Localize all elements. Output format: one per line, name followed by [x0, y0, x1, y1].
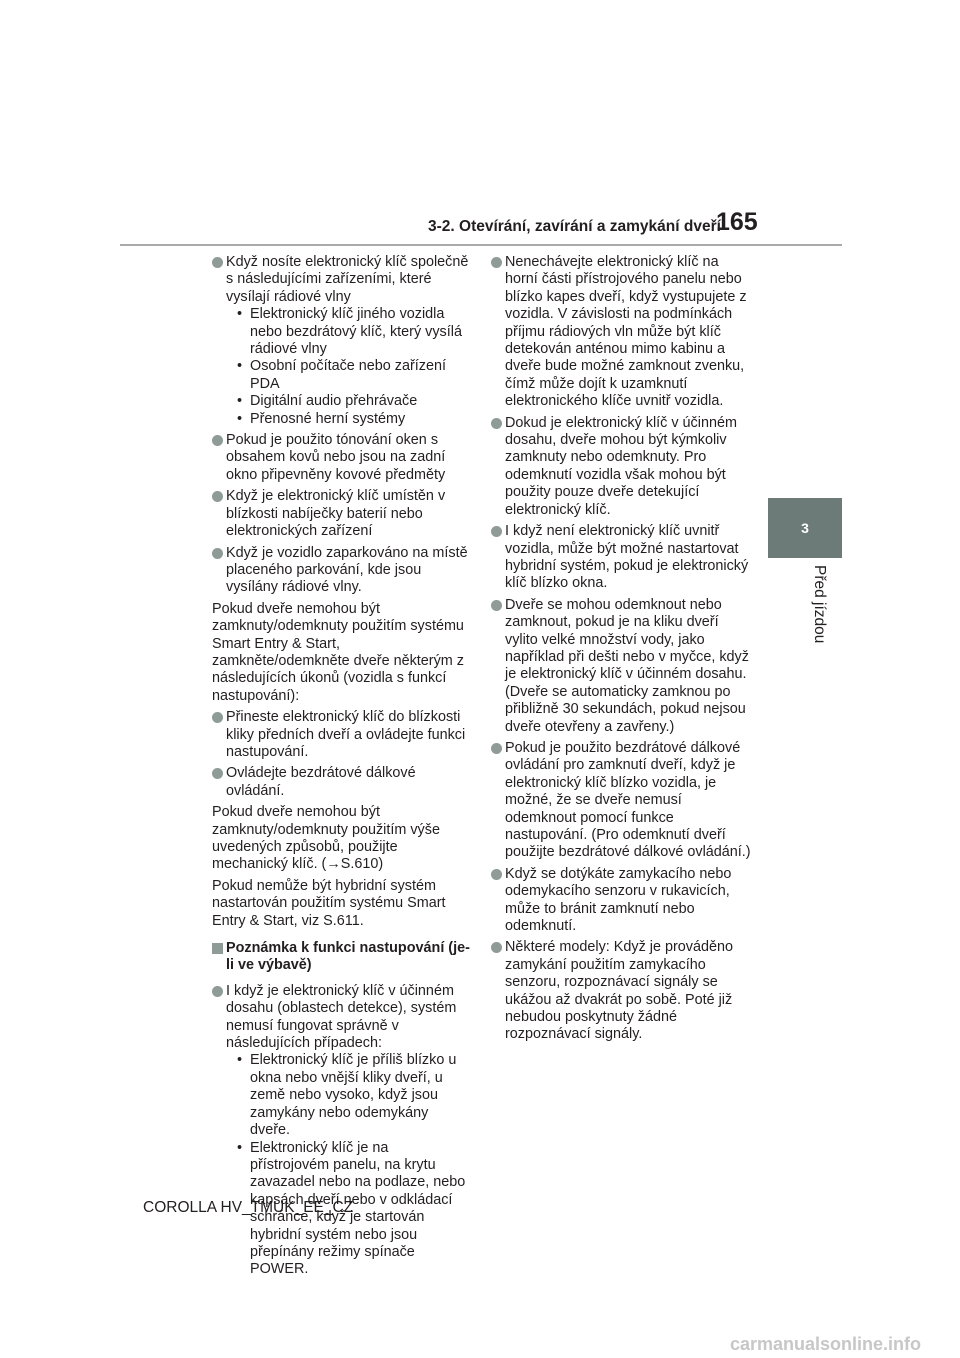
left-column [212, 254, 470, 1283]
list-item-text: Nenechávejte elektronický klíč na horní části přístrojového panelu nebo blízko kapes dveří, když vystupujete z vozidla. V závislosti na podmínkách příjmu rádiových vln může být klíč detekován anténou mimo kabinu a dveře bude možné zamknout zvenku, čímž může dojít k uzamknutí elektronického klíče uvnitř vozidla. [505, 254, 747, 410]
bullet-dot-icon [491, 418, 502, 429]
bullet-dot-icon [491, 743, 502, 754]
bullet-dot-icon [491, 869, 502, 880]
section-heading [212, 940, 470, 975]
list-item-text: I když je elektronický klíč v účinném dosahu (oblastech detekce), systém nemusí fungovat správně v následujících případech: [226, 982, 457, 1052]
sub-list-item: • Digitální audio přehrávače [226, 393, 470, 410]
list-item-text: Dveře se mohou odemknout nebo zamknout, pokud je na kliku dveří vylito velké množství vody, jako například při dešti nebo v myčce, když je elektronický klíč v účinném dosahu. (Dveře se automaticky zamknou po přibližně 30 sekundách, pokud nejsou dveře otevřeny a zavřeny.) [505, 596, 749, 735]
chapter-tab [768, 498, 842, 558]
footer-model-code: COROLLA HV_TMUK_EE_CZ [143, 1199, 354, 1216]
list-item [212, 254, 470, 428]
list-item [212, 709, 470, 761]
bullet-dot-icon [212, 548, 223, 559]
bullet-dot-icon [212, 986, 223, 997]
list-item [491, 866, 753, 936]
watermark-link[interactable]: carmanualsonline.info [730, 1334, 922, 1354]
list-item [491, 597, 753, 736]
heading-text: Poznámka k funkci nastupování (je-li ve výbavě) [226, 940, 470, 974]
list-item [491, 740, 753, 862]
list-item-text: Pokud je použito bezdrátové dálkové ovládání pro zamknutí dveří, když je elektronický klíč blízko vozidla, je možné, že se dveře nemusí odemknout pomocí funkce nastupování. (Pro odemknutí dveří použijte bezdrátové dálkové ovládání.) [505, 739, 751, 861]
bullet-dot-icon [491, 600, 502, 611]
heading-square-icon [212, 943, 223, 954]
list-item-text: I když není elektronický klíč uvnitř vozidla, může být možné nastartovat hybridní systém, pokud je elektronický klíč blízko okna. [505, 523, 749, 592]
chapter-title: Před jízdou [811, 565, 828, 644]
bullet-dot-icon [212, 491, 223, 502]
bullet-dot-icon [491, 257, 502, 268]
bullet-dot-icon [212, 257, 223, 268]
bullet-dot-icon [491, 942, 502, 953]
list-item-text: Když je vozidlo zaparkováno na místě placeného parkování, kde jsou vysílány rádiové vlny. [226, 544, 468, 596]
paragraph: Pokud nemůže být hybridní systém nastartován použitím systému Smart Entry & Start, viz S.611. [212, 877, 446, 929]
list-item [212, 488, 470, 540]
list-item [491, 939, 753, 1043]
sub-list-item: • Elektronický klíč jiného vozidla nebo bezdrátový klíč, který vysílá rádiové vlny [226, 306, 470, 358]
list-item-text: Když nosíte elektronický klíč společně s následujícími zařízeními, které vysílají rádiové vlny [226, 254, 469, 305]
list-item-text: Některé modely: Když je prováděno zamykání použitím zamykacího senzoru, rozpoznávací signály se ukážou až dvakrát po sobě. Poté již nebudou poskytnuty žádné rozpoznávací signály. [505, 939, 733, 1043]
right-column [491, 254, 753, 1048]
sub-list-item: • Osobní počítače nebo zařízení PDA [226, 358, 470, 393]
sub-list-item: • Elektronický klíč je příliš blízko u okna nebo vnější kliky dveří, u země nebo vysoko, když jsou zamykány nebo odemykány dveře. [226, 1052, 470, 1139]
list-item-text: Přineste elektronický klíč do blízkosti kliky předních dveří a ovládejte funkci nastupování. [226, 709, 466, 760]
list-item-text: Ovládejte bezdrátové dálkové ovládání. [226, 765, 416, 799]
header-divider [120, 244, 842, 246]
section-title: 3-2. Otevírání, zavírání a zamykání dveří [428, 218, 721, 235]
chapter-number: 3 [801, 520, 809, 536]
list-item [491, 254, 753, 411]
paragraph: Pokud dveře nemohou být zamknuty/odemknuty použitím výše uvedených způsobů, použijte mechanický klíč. (→S.610) [212, 804, 440, 873]
list-item [491, 415, 753, 519]
list-item [212, 545, 470, 597]
bullet-dot-icon [491, 526, 502, 537]
sub-list-item: • Přenosné herní systémy [226, 411, 470, 428]
list-item [212, 765, 470, 800]
list-item-text: Pokud je použito tónování oken s obsahem kovů nebo jsou na zadní okno připevněny kovové předměty [226, 432, 446, 483]
bullet-dot-icon [212, 712, 223, 723]
list-item-text: Když je elektronický klíč umístěn v blízkosti nabíječky baterií nebo elektronických zařízení [226, 488, 446, 540]
page-number: 165 [716, 208, 758, 236]
list-item-text: Dokud je elektronický klíč v účinném dosahu, dveře mohou být kýmkoliv zamknuty nebo odemknuty. Pro odemknutí vozidla však mohou být použity pouze dveře detekující elektronický klíč. [505, 414, 737, 518]
list-item [212, 432, 470, 484]
bullet-dot-icon [212, 768, 223, 779]
list-item-text: Když se dotýkáte zamykacího nebo odemykacího senzoru v rukavicích, může to bránit zamknutí nebo odemknutí. [505, 865, 732, 935]
sub-list-item: • Elektronický klíč je na přístrojovém panelu, na krytu zavazadel nebo na podlaze, nebo kapsách dveří nebo v odkládací schránce, když je startován hybridní systém nebo jsou přepínány režimy spínače POWER. [226, 1140, 470, 1279]
bullet-dot-icon [212, 435, 223, 446]
list-item [491, 523, 753, 593]
paragraph: Pokud dveře nemohou být zamknuty/odemknuty použitím systému Smart Entry & Start, zamkněte/odemkněte dveře některým z následujících úkonů (vozidla s funkcí nastupování): [212, 600, 464, 704]
list-item [212, 983, 470, 1279]
